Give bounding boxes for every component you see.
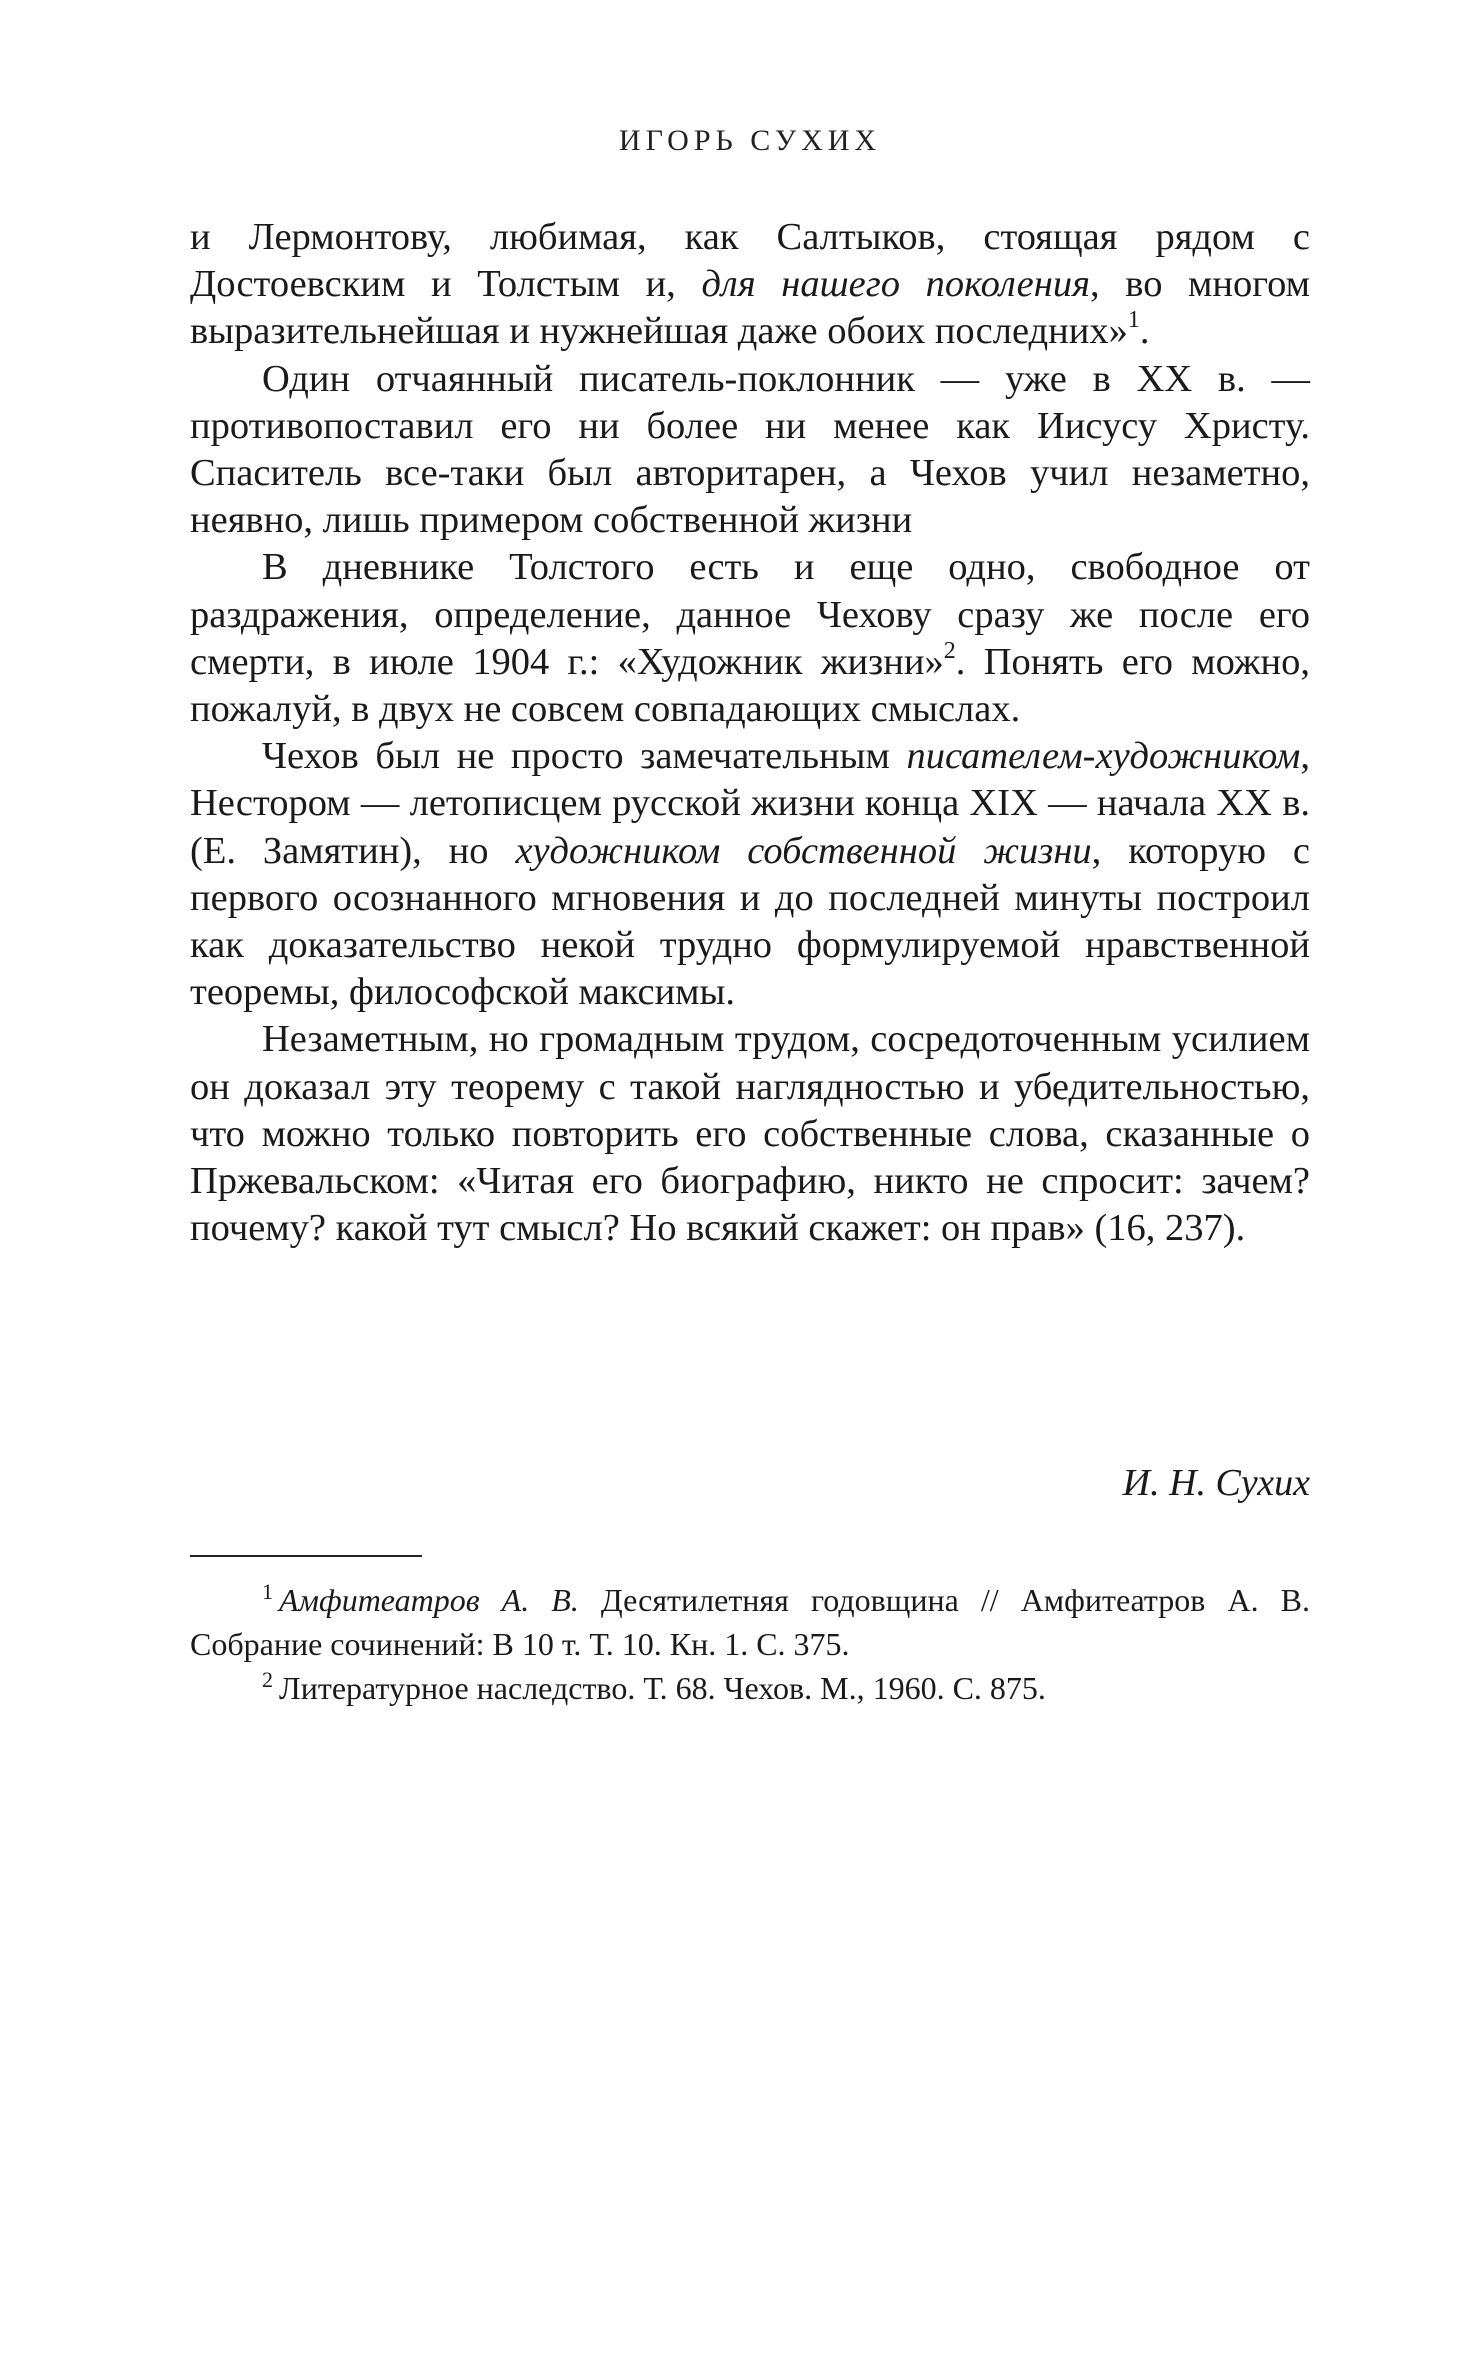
footnote-ref-2[interactable]: 2 xyxy=(943,637,956,664)
footnote-divider xyxy=(190,1555,422,1557)
footnotes xyxy=(190,1578,1310,1710)
running-head: ИГОРЬ СУХИХ xyxy=(618,124,882,157)
footnote-2 xyxy=(190,1666,1310,1710)
paragraph-4 xyxy=(190,733,1310,1016)
paragraph-1-text-b: , во многом выразительнейшая и нужнейшая даже обоих последних» xyxy=(190,263,1310,353)
footnote-1-author: Амфитеатров А. В. xyxy=(279,1582,579,1618)
paragraph-1-italic: для нашего поколения xyxy=(701,263,1091,306)
paragraph-4-text-a: Чехов был не просто замечательным xyxy=(262,735,907,778)
footnote-1-text: Десятилетняя годовщина // Амфитеатров А. В. Собрание сочинений: В 10 т. Т. 10. Кн. 1. С. 375. xyxy=(190,1582,1311,1662)
paragraph-1 xyxy=(190,214,1310,356)
footnote-ref-1[interactable]: 1 xyxy=(1127,307,1140,334)
paragraph-3-text-b: . Понять его можно, пожалуй, в двух не совсем совпадающих смыслах. xyxy=(190,640,1311,731)
main-text xyxy=(190,214,1310,1252)
author-signature: И. Н. Сухих xyxy=(1122,1462,1310,1504)
paragraph-4-text-b: , Нестором — летописцем русской жизни конца XIX — начала XX в. (Е. Замятин), но xyxy=(190,735,1310,872)
paragraph-4-italic-b: художником собственной жизни xyxy=(515,829,1092,872)
paragraph-3-text-a: В дневнике Толстого есть и еще одно, свободное от раздражения, определение, данное Чехову сразу же после его смерти, в июле 1904 г.: «Художник жизни» xyxy=(190,546,1310,683)
footnote-2-text: Литературное наследство. Т. 68. Чехов. М., 1960. С. 875. xyxy=(279,1670,1046,1706)
paragraph-4-text-c: , которую с первого осознанного мгновения и до последней минуты построил как доказательство некой трудно формулируемой нравственной теоремы, философской максимы. xyxy=(190,829,1310,1014)
paragraph-1-text-a: и Лермонтову, любимая, как Салтыков, стоящая рядом с Достоевским и Толстым и, xyxy=(190,216,1310,306)
footnote-2-number: 2 xyxy=(262,1667,273,1692)
paragraph-2: Один отчаянный писатель-поклонник — уже в XX в. — противопоставил его ни более ни менее как Иисусу Христу. Спаситель все-таки был авторитарен, а Чехов учил незаметно, неявно, лишь примером собственной жизни xyxy=(190,357,1310,542)
paragraph-1-text-c: . xyxy=(1139,310,1150,353)
paragraph-4-italic-a: писателем-художником xyxy=(906,735,1301,778)
footnote-1-number: 1 xyxy=(262,1579,273,1604)
paragraph-5: Незаметным, но громадным трудом, сосредоточенным усилием он доказал эту теорему с такой наглядностью и убедительностью, что можно только повторить его собственные слова, сказанные о Пржевальском: «Читая его биографию, никто не спросит: зачем? почему? какой тут смысл? Но всякий скажет: он прав» (16, 237). xyxy=(190,1018,1310,1250)
footnote-1 xyxy=(190,1578,1310,1666)
paragraph-3 xyxy=(190,544,1310,733)
